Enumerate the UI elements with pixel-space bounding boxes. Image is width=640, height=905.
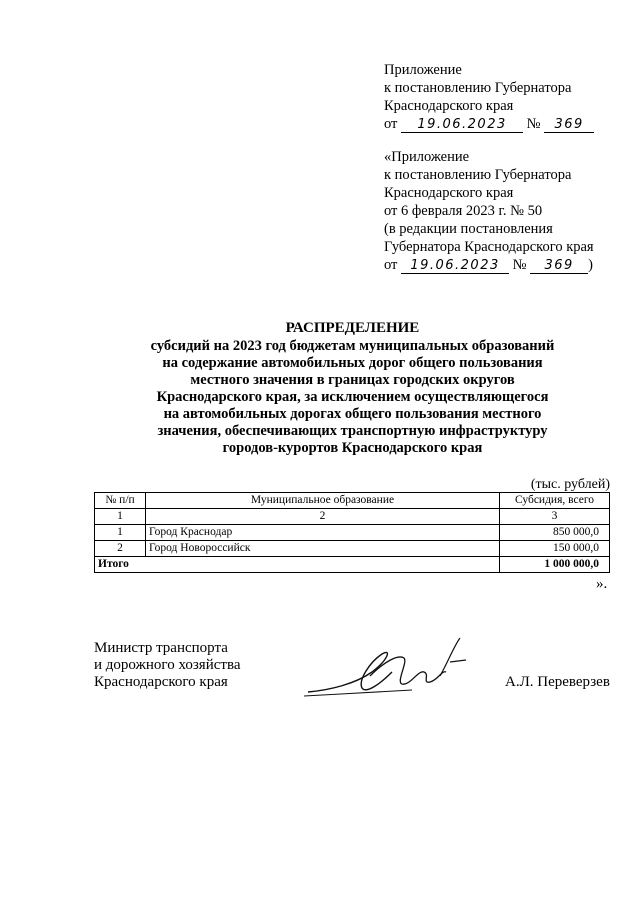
appendix-block [384, 61, 594, 133]
signatory-title [94, 640, 241, 691]
row-municipality: Город Краснодар [146, 525, 500, 541]
orig-line-2: к постановлению Губернатора [384, 167, 572, 183]
title-line-2: на содержание автомобильных дорог общего пользования [162, 355, 543, 371]
title-line-7: городов-курортов Краснодарского края [222, 440, 483, 456]
table-total-row [95, 557, 610, 573]
total-amount: 1 000 000,0 [500, 557, 610, 573]
handwritten-date: 19.06.2023 [401, 118, 523, 133]
signatory-line-1: Министр транспорта [94, 640, 228, 656]
original-appendix-block [384, 148, 594, 274]
orig-date-line [384, 256, 594, 274]
closing-quote: ». [596, 576, 608, 592]
row-municipality: Город Новороссийск [146, 541, 500, 557]
row-amount: 850 000,0 [500, 525, 610, 541]
signatory-line-2: и дорожного хозяйства [94, 657, 241, 673]
title-line-1: субсидий на 2023 год бюджетам муниципальных образований [150, 338, 555, 354]
total-label: Итого [95, 557, 500, 573]
orig-from-label: от [384, 257, 398, 273]
row-number: 2 [95, 541, 146, 557]
orig-number-label: № [512, 257, 527, 273]
row-number: 1 [95, 525, 146, 541]
orig-line-5: (в редакции постановления [384, 221, 553, 237]
title-line-4: Краснодарского края, за исключением осуществляющегося [156, 389, 549, 405]
appendix-line-3: Краснодарского края [384, 98, 514, 114]
orig-line-1: «Приложение [384, 149, 470, 165]
table-row [95, 525, 610, 541]
subsidy-table [94, 492, 610, 573]
title-line-3: местного значения в границах городских округов [190, 372, 515, 388]
row-amount: 150 000,0 [500, 541, 610, 557]
orig-handwritten-number: 369 [530, 259, 588, 274]
unit-label: (тыс. рублей) [530, 477, 610, 492]
from-label: от [384, 116, 398, 132]
table-row [95, 541, 610, 557]
colnum-3: 3 [500, 509, 610, 525]
orig-close-paren: ) [588, 257, 593, 273]
signatory-line-3: Краснодарского края [94, 674, 228, 690]
title-heading: РАСПРЕДЕЛЕНИЕ [285, 320, 420, 336]
title-line-5: на автомобильных дорогах общего пользования местного [163, 406, 542, 422]
number-label: № [526, 116, 541, 132]
orig-line-3: Краснодарского края [384, 185, 514, 201]
appendix-line-2: к постановлению Губернатора [384, 80, 572, 96]
header-municipality: Муниципальное образование [146, 493, 500, 509]
title-line-6: значения, обеспечивающих транспортную инфраструктуру [157, 423, 548, 439]
orig-line-4: от 6 февраля 2023 г. № 50 [384, 203, 543, 219]
appendix-date-line [384, 115, 594, 133]
handwritten-number: 369 [544, 118, 594, 133]
document-title [140, 320, 565, 457]
handwritten-signature [300, 632, 490, 704]
signatory-name: А.Л. Переверзев [505, 674, 610, 690]
colnum-1: 1 [95, 509, 146, 525]
table-header-row [95, 493, 610, 509]
orig-handwritten-date: 19.06.2023 [401, 259, 509, 274]
header-number: № п/п [95, 493, 146, 509]
colnum-2: 2 [146, 509, 500, 525]
header-subsidy: Субсидия, всего [500, 493, 610, 509]
table-colnum-row [95, 509, 610, 525]
appendix-line-1: Приложение [384, 62, 462, 78]
orig-line-6: Губернатора Краснодарского края [384, 239, 594, 255]
